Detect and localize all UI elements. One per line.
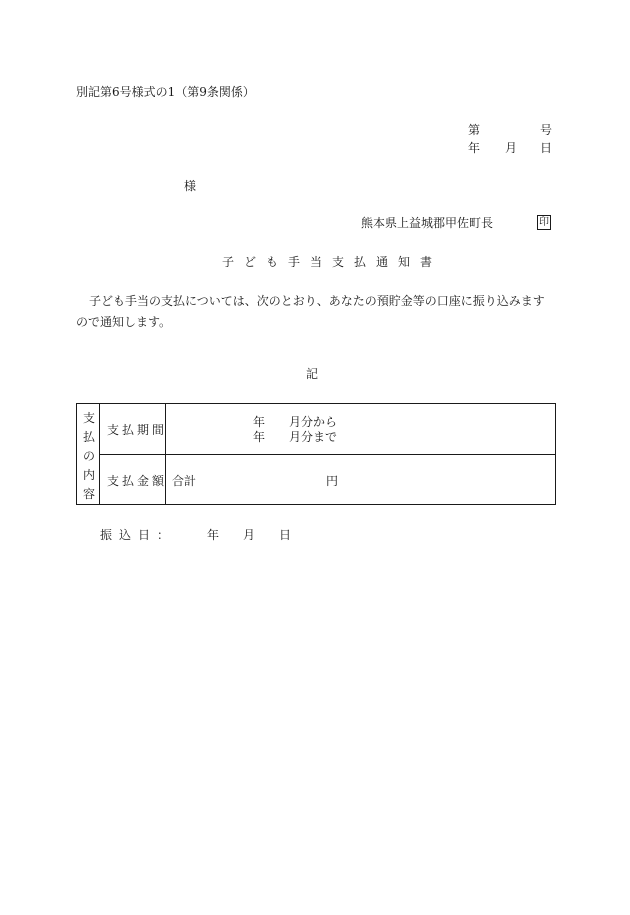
transfer-date-year: 年 [207,528,220,542]
side-header-char: 払 [83,430,96,444]
document-date-day: 日 [540,141,553,155]
payment-details-table [76,403,556,505]
payment-period-to: 年 月分まで [253,430,338,444]
notice-body-text: 子ども手当の支払については、次のとおり、あなたの預貯金等の口座に振り込みますので通知します。 [76,294,545,329]
side-header-char: 内 [83,468,96,482]
payment-period-from: 年 月分から [253,415,338,429]
form-identifier: 別記第6号様式の1（第9条関係） [76,85,255,99]
addressee-honorific: 様 [184,179,197,193]
seal-stamp: 印 [537,215,551,230]
transfer-date-month: 月 [243,528,256,542]
payment-period-label: 支払期間 [107,423,168,437]
transfer-date-day: 日 [279,528,292,542]
document-date-year: 年 [468,141,481,155]
table-divider-horizontal [99,454,555,455]
transfer-date-label: 振込日： [100,528,177,542]
document-number-prefix: 第 [468,123,481,137]
payment-amount-label: 支払金額 [107,474,168,488]
issuer-name: 熊本県上益城郡甲佐町長 [361,216,494,230]
ki-heading: 記 [306,367,319,381]
document-date-month: 月 [505,141,518,155]
side-header-char: 支 [83,411,96,425]
total-label: 合計 [172,474,197,488]
side-header-char: 容 [83,487,96,501]
side-header-char: の [83,449,96,463]
yen-unit: 円 [326,474,339,488]
document-title: 子ども手当支払通知書 [222,255,443,269]
document-number-suffix: 号 [540,123,553,137]
